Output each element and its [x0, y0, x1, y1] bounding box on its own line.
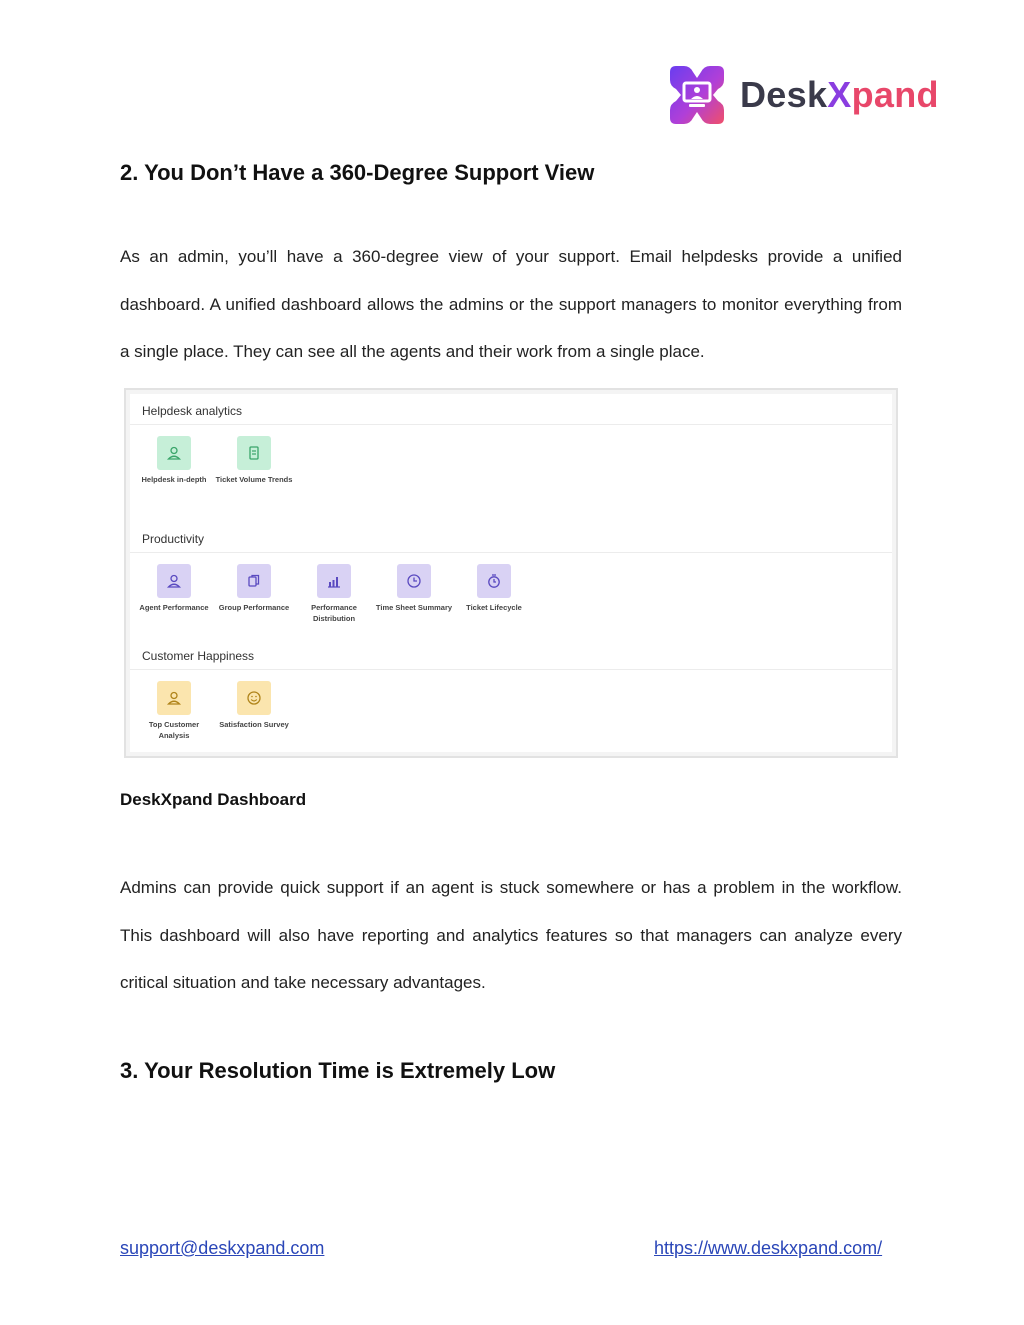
- section-heading-360-view: 2. You Don’t Have a 360-Degree Support View: [120, 160, 595, 185]
- tile-helpdesk-in-depth[interactable]: Helpdesk in-depth: [134, 436, 214, 486]
- section-heading-resolution-time: 3. Your Resolution Time is Extremely Low: [120, 1058, 556, 1083]
- tile-top-customer-analysis[interactable]: Top Customer Analysis: [134, 681, 214, 741]
- divider: [130, 552, 892, 553]
- divider: [130, 669, 892, 670]
- section-title-helpdesk-analytics: Helpdesk analytics: [142, 404, 243, 418]
- tile-ticket-volume-trends[interactable]: Ticket Volume Trends: [214, 436, 294, 486]
- copy-icon: [237, 564, 271, 598]
- user-icon: [157, 681, 191, 715]
- deskxpand-logo-mark-icon: [664, 62, 730, 128]
- deskxpand-logo: [664, 60, 944, 130]
- paragraph-dashboard-support: Admins can provide quick support if an agent is stuck somewhere or has a problem in the workflow. This dashboard will also have reporting and analytics features so that managers can analyze every critical situation and take necessary advantages.: [120, 878, 902, 992]
- tile-agent-performance[interactable]: Agent Performance: [134, 564, 214, 614]
- bar-chart-icon: [317, 564, 351, 598]
- divider: [130, 424, 892, 425]
- tile-performance-distribution[interactable]: Performance Distribution: [294, 564, 374, 624]
- dashboard-screenshot: [124, 388, 898, 758]
- section-title-customer-happiness: Customer Happiness: [142, 649, 255, 663]
- tile-group-performance[interactable]: Group Performance: [214, 564, 294, 614]
- figure-caption: DeskXpand Dashboard: [120, 790, 307, 809]
- smiley-icon: [237, 681, 271, 715]
- dashboard-panel: [130, 394, 892, 752]
- document-icon: [237, 436, 271, 470]
- footer-website-link[interactable]: https://www.deskxpand.com/: [654, 1238, 883, 1258]
- user-icon: [157, 564, 191, 598]
- tile-ticket-lifecycle[interactable]: Ticket Lifecycle: [454, 564, 534, 614]
- deskxpand-wordmark: DeskXpand: [740, 74, 939, 115]
- tile-time-sheet-summary[interactable]: Time Sheet Summary: [374, 564, 454, 614]
- tile-satisfaction-survey[interactable]: Satisfaction Survey: [214, 681, 294, 731]
- clock-icon: [397, 564, 431, 598]
- stopwatch-icon: [477, 564, 511, 598]
- footer-email-link[interactable]: support@deskxpand.com: [120, 1238, 325, 1258]
- section-paragraph-360-view: As an admin, you’ll have a 360-degree view of your support. Email helpdesks provide a unified dashboard. A unified dashboard allows the admins or the support managers to monitor everything from a single place. They can see all the agents and their work from a single place.: [120, 247, 902, 361]
- section-title-productivity: Productivity: [142, 532, 205, 546]
- user-icon: [157, 436, 191, 470]
